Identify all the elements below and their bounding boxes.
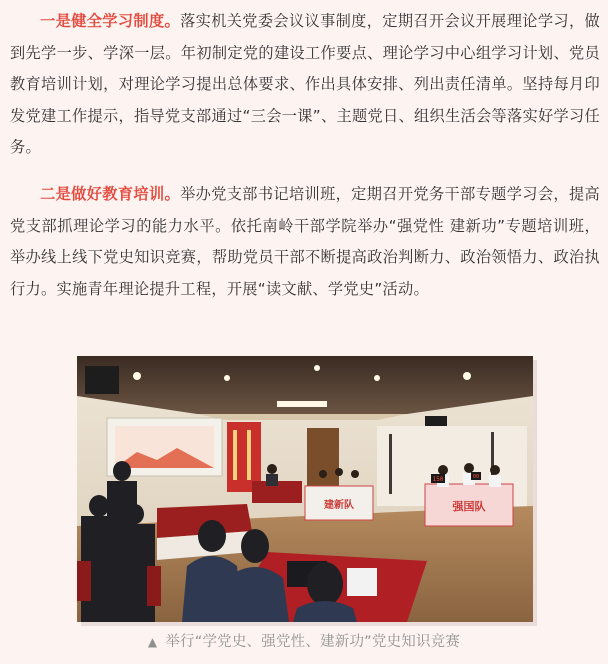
caption-text: 举行“学党史、强党性、建新功”党史知识竞赛 [165,634,461,650]
score-right: 150 [432,476,444,483]
score-left: 00 [472,474,480,480]
paragraph-education-training [10,179,600,305]
event-photo [77,356,533,622]
paragraph-text: 落实机关党委会议议事制度，定期召开会议开展理论学习，做到先学一步、学深一层。年初制定党的建设工作要点、理论学习中心组学习计划、党员教育培训计划，对理论学习提出总体要求、作出具体安排、列出责任清单。坚持每月印发党建工作提示，指导党支部通过“三会一课”、主题党日、组织生活会等落实好学习任务。 [10,12,601,156]
paragraph-text: 举办党支部书记培训班，定期召开党务干部专题学习会，提高党支部抓理论学习的能力水平。依托南岭干部学院举办“强党性 建新功”专题培训班，举办线上线下党史知识竞赛，帮助党员干部不断提高政治判断力、政治领悟力、政治执行力。实施青年理论提升工程，开展“读文献、学党史”活动。 [10,185,601,298]
triangle-marker-icon: ▲ [147,635,158,649]
right-team-sign: 强国队 [452,500,486,513]
paragraph-study-system [10,6,600,164]
paragraph-heading: 二是做好教育培训。 [40,185,181,203]
left-team-sign: 建新队 [324,500,354,511]
photo-caption [0,630,608,651]
paragraph-heading: 一是健全学习制度。 [40,12,181,30]
quiz-competition-photo [77,356,533,622]
